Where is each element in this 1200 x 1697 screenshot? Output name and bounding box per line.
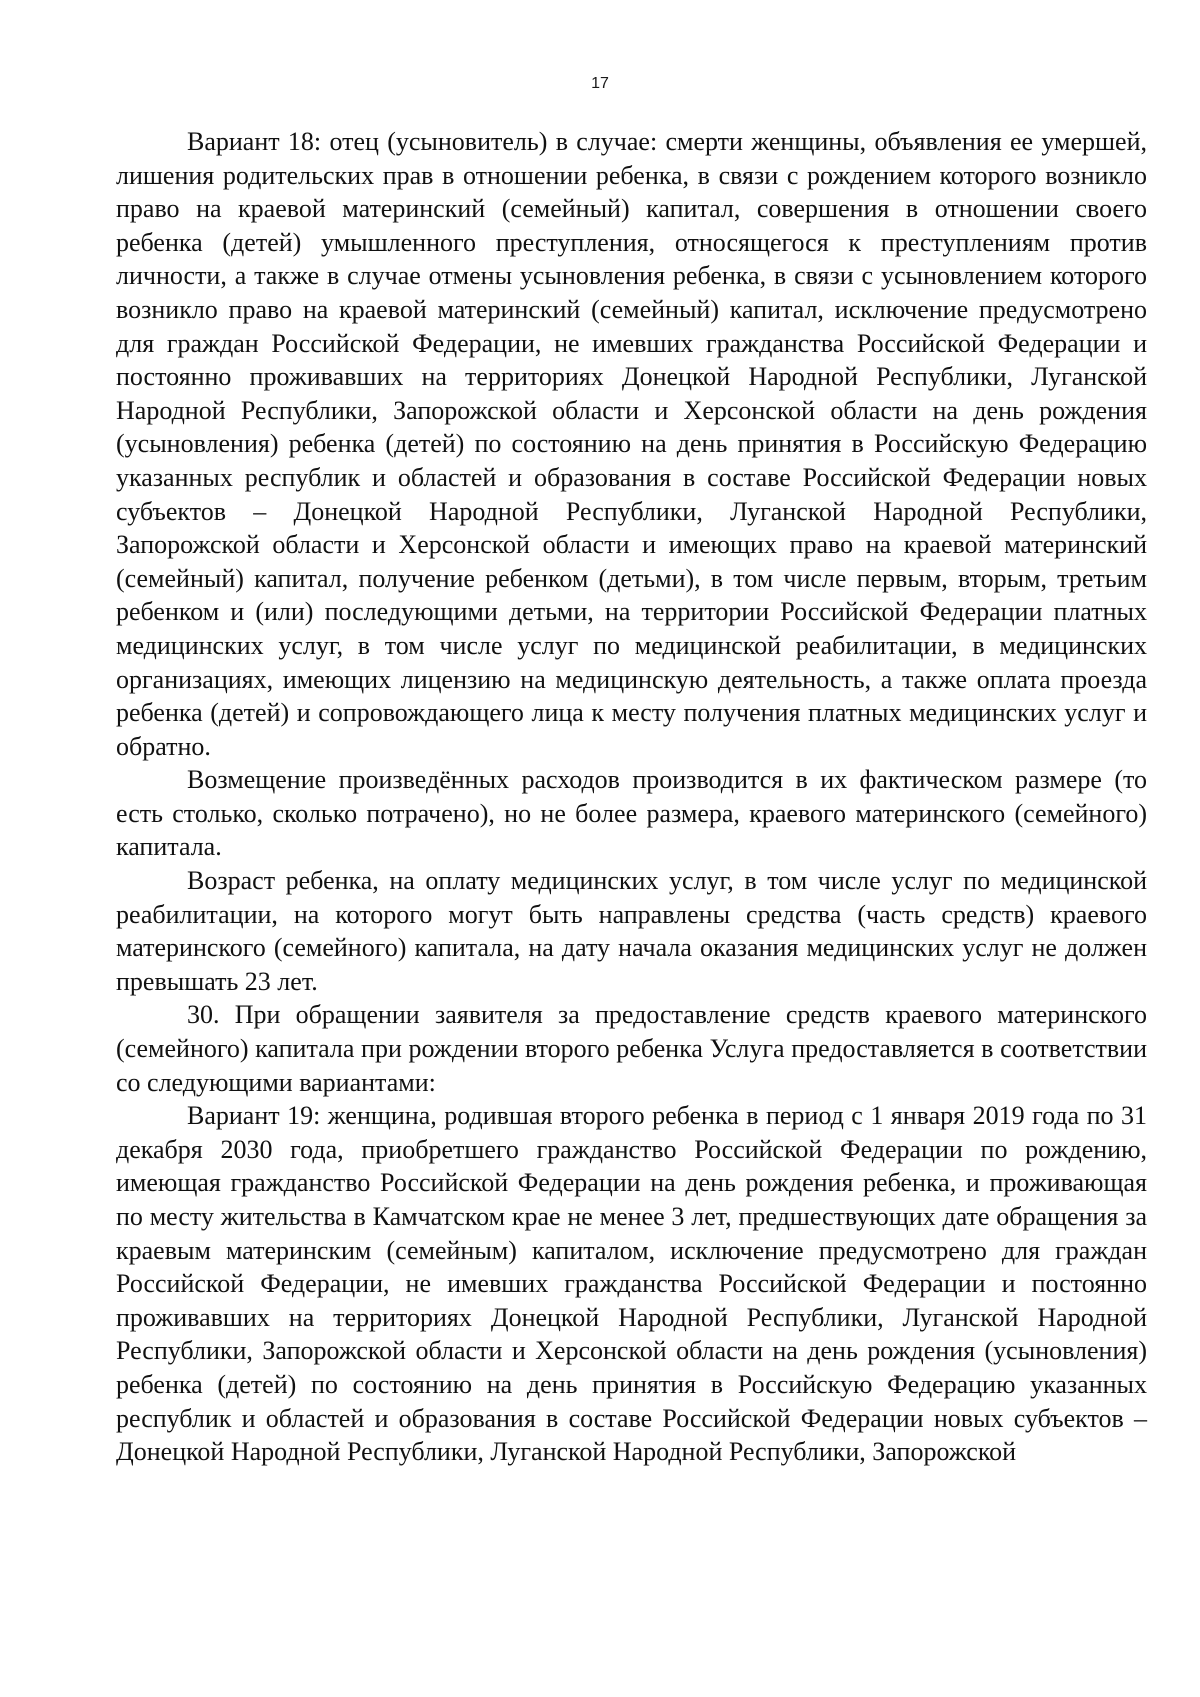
paragraph-variant-18: Вариант 18: отец (усыновитель) в случае: смерти женщины, объявления ее умершей, лишения родительских прав в отношении ребенка, в связи с рождением которого возникло право на краевой материнский (семейный) капитал, совершения в отношении своего ребенка (детей) умышленного преступления, относящегося к преступлениям против личности, а также в случае отмены усыновления ребенка, в связи с усыновлением которого возникло право на краевой материнский (семейный) капитал, исключение предусмотрено для граждан Российской Федерации, не имевших гражданства Российской Федерации и постоянно проживавших на территориях Донецкой Народной Республики, Луганской Народной Республики, Запорожской области и Херсонской области на день рождения (усыновления) ребенка (детей) по состоянию на день принятия в Российскую Федерацию указанных республик и областей и образования в составе Российской Федерации новых субъектов – Донецкой Народной Республики, Луганской Народной Республики, Запорожской области и Херсонской области и имеющих право на краевой материнский (семейный) капитал, получение ребенком (детьми), в том числе первым, вторым, третьим ребенком и (или) последующими детьми, на территории Российской Федерации платных медицинских услуг, в том числе услуг по медицинской реабилитации, в медицинских организациях, имеющих лицензию на медицинскую деятельность, а также оплата проезда ребенка (детей) и сопровождающего лица к месту получения платных медицинских услуг и обратно. xyxy=(116,127,1147,761)
paragraph-variant-19: Вариант 19: женщина, родившая второго ребенка в период с 1 января 2019 года по 31 декабря 2030 года, приобретшего гражданство Российской Федерации по рождению, имеющая гражданство Российской Федерации на день рождения ребенка, и проживающая по месту жительства в Камчатском крае не менее 3 лет, предшествующих дате обращения за краевым материнским (семейным) капиталом, исключение предусмотрено для граждан Российской Федерации, не имевших гражданства Российской Федерации и постоянно проживавших на территориях Донецкой Народной Республики, Луганской Народной Республики, Запорожской области и Херсонской области на день рождения (усыновления) ребенка (детей) по состоянию на день принятия в Российскую Федерацию указанных республик и областей и образования в составе Российской Федерации новых субъектов – Донецкой Народной Республики, Луганской Народной Республики, Запорожской xyxy=(116,1101,1147,1467)
paragraph-expense-reimbursement: Возмещение произведённых расходов производится в их фактическом размере (то есть столько, сколько потрачено), но не более размера, краевого материнского (семейного) капитала. xyxy=(116,765,1147,862)
paragraph-child-age-limit: Возраст ребенка, на оплату медицинских услуг, в том числе услуг по медицинской реабилитации, на которого могут быть направлены средства (часть средств) краевого материнского (семейного) капитала, на дату начала оказания медицинских услуг не должен превышать 23 лет. xyxy=(116,866,1147,996)
page-number: 17 xyxy=(591,75,609,92)
paragraph-clause-30: 30. При обращении заявителя за предоставление средств краевого материнского (семейного) капитала при рождении второго ребенка Услуга предоставляется в соответствии со следующими вариантами: xyxy=(116,1000,1147,1097)
document-body xyxy=(116,125,1147,1469)
